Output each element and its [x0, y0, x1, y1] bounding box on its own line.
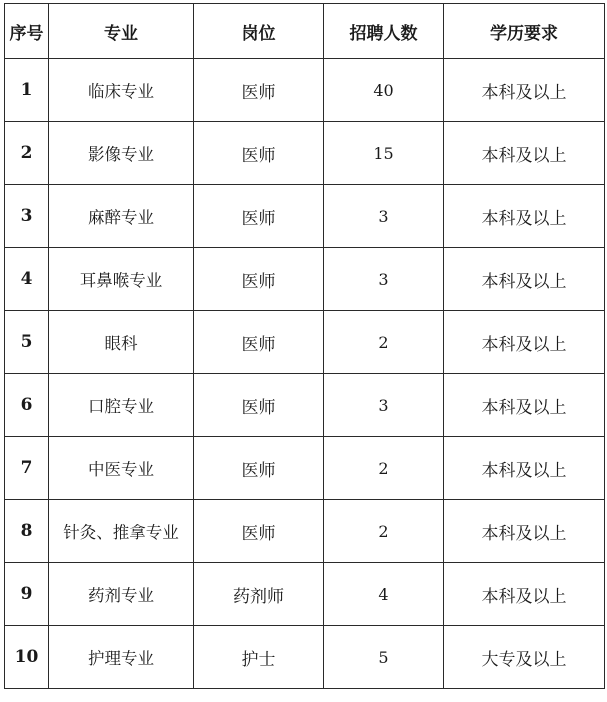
cell-major: 麻醉专业: [49, 185, 194, 248]
cell-education: 本科及以上: [444, 122, 605, 185]
cell-count: 40: [324, 59, 444, 122]
cell-count: 3: [324, 185, 444, 248]
cell-position: 医师: [194, 374, 324, 437]
table-row: [5, 563, 605, 626]
recruitment-table: [4, 3, 605, 689]
cell-count: 3: [324, 374, 444, 437]
header-row: [5, 4, 605, 59]
cell-count: 5: [324, 626, 444, 689]
cell-major: 针灸、推拿专业: [49, 500, 194, 563]
table-row: [5, 185, 605, 248]
table-row: [5, 122, 605, 185]
table-row: [5, 500, 605, 563]
cell-education: 本科及以上: [444, 59, 605, 122]
cell-index: 9: [5, 563, 49, 626]
cell-education: 本科及以上: [444, 311, 605, 374]
cell-major: 中医专业: [49, 437, 194, 500]
cell-major: 耳鼻喉专业: [49, 248, 194, 311]
table-row: [5, 626, 605, 689]
cell-position: 医师: [194, 59, 324, 122]
header-position: 岗位: [194, 4, 324, 59]
cell-education: 本科及以上: [444, 185, 605, 248]
cell-major: 药剂专业: [49, 563, 194, 626]
cell-major: 护理专业: [49, 626, 194, 689]
cell-position: 医师: [194, 437, 324, 500]
table-body: [5, 59, 605, 689]
cell-position: 护士: [194, 626, 324, 689]
header-count: 招聘人数: [324, 4, 444, 59]
cell-index: 10: [5, 626, 49, 689]
cell-index: 6: [5, 374, 49, 437]
cell-index: 4: [5, 248, 49, 311]
cell-index: 2: [5, 122, 49, 185]
header-major: 专业: [49, 4, 194, 59]
cell-position: 药剂师: [194, 563, 324, 626]
cell-education: 本科及以上: [444, 437, 605, 500]
cell-count: 2: [324, 500, 444, 563]
cell-major: 眼科: [49, 311, 194, 374]
cell-count: 2: [324, 437, 444, 500]
table-row: [5, 374, 605, 437]
cell-count: 4: [324, 563, 444, 626]
table-row: [5, 59, 605, 122]
table-row: [5, 248, 605, 311]
cell-major: 口腔专业: [49, 374, 194, 437]
cell-index: 5: [5, 311, 49, 374]
cell-position: 医师: [194, 122, 324, 185]
table-row: [5, 437, 605, 500]
cell-education: 本科及以上: [444, 248, 605, 311]
cell-index: 1: [5, 59, 49, 122]
cell-major: 临床专业: [49, 59, 194, 122]
cell-education: 本科及以上: [444, 563, 605, 626]
cell-index: 3: [5, 185, 49, 248]
cell-count: 2: [324, 311, 444, 374]
cell-education: 大专及以上: [444, 626, 605, 689]
table-header: [5, 4, 605, 59]
cell-position: 医师: [194, 185, 324, 248]
cell-major: 影像专业: [49, 122, 194, 185]
cell-count: 15: [324, 122, 444, 185]
header-index: 序号: [5, 4, 49, 59]
header-education: 学历要求: [444, 4, 605, 59]
table-row: [5, 311, 605, 374]
cell-index: 8: [5, 500, 49, 563]
cell-position: 医师: [194, 500, 324, 563]
cell-count: 3: [324, 248, 444, 311]
cell-position: 医师: [194, 311, 324, 374]
cell-education: 本科及以上: [444, 374, 605, 437]
cell-education: 本科及以上: [444, 500, 605, 563]
cell-index: 7: [5, 437, 49, 500]
cell-position: 医师: [194, 248, 324, 311]
